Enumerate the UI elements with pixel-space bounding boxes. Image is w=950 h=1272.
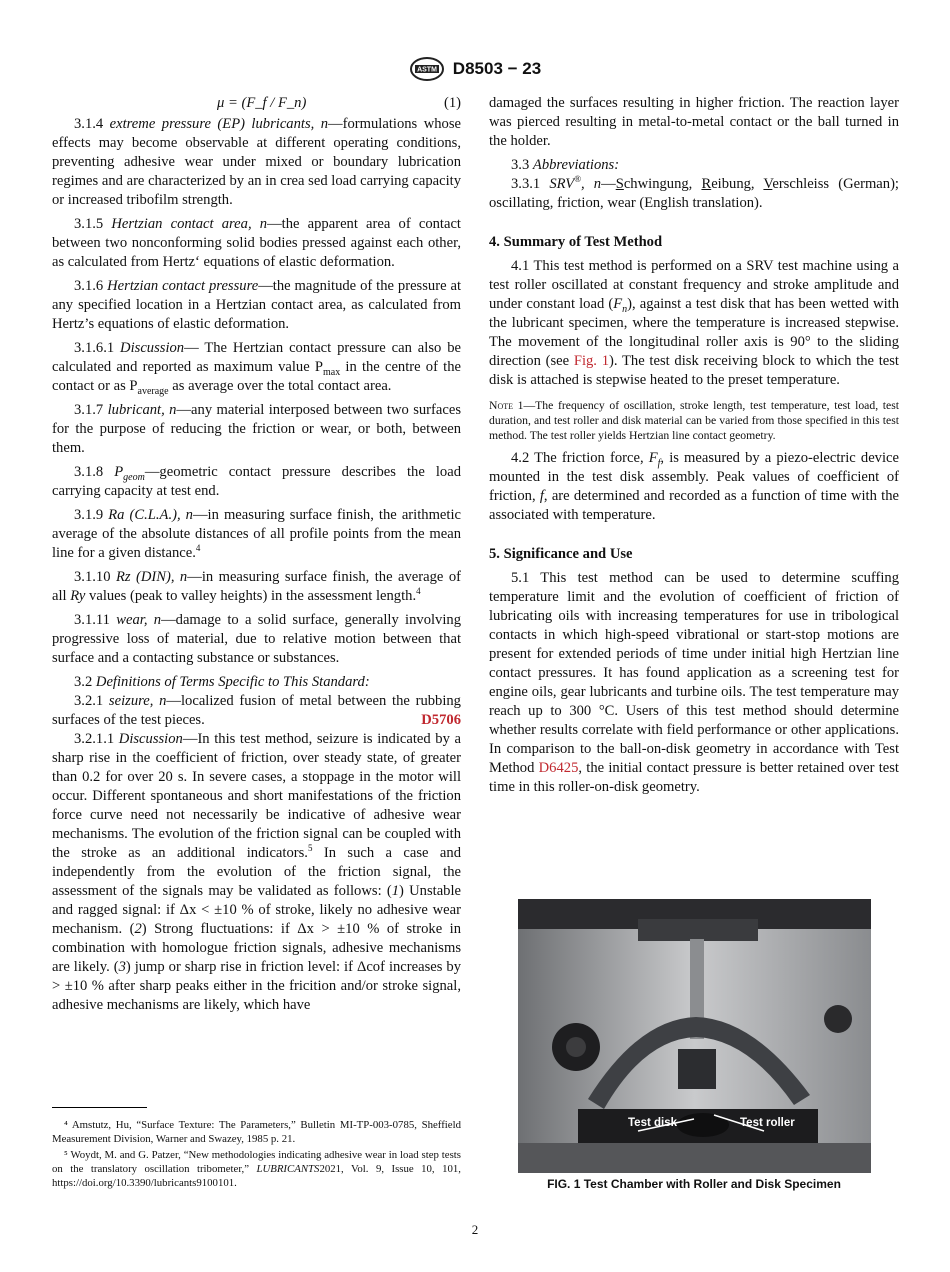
document-id: D8503 − 23 <box>452 59 542 78</box>
astm-logo <box>409 56 445 82</box>
left-column <box>52 94 461 1020</box>
section-3-3: 3.3 Abbreviations: <box>511 157 620 173</box>
def-3-1-6: 3.1.6 Hertzian contact pressure—the magnitude of the pressure at any specified location in a Hertzian contact area, as calculated from Hertz’s equations of elastic deformation. <box>52 278 462 332</box>
footnote-4: ⁴ Amstutz, Hu, “Surface Texture: The Parameters,” Bulletin MI-TP-003-0785, Sheffield Measurement Division, Warner and Swazey, 1985 p. 21. <box>52 1119 461 1145</box>
def-3-1-7: 3.1.7 lubricant, n—any material interposed between two surfaces for the purpose of reducing the friction or wear, or both, between them. <box>52 402 462 456</box>
equation-number: (1) <box>443 95 461 111</box>
label-test-roller: Test roller <box>740 1117 795 1129</box>
def-3-2-1: 3.2.1 seizure, n—localized fusion of metal between the rubbing surfaces of the test pieces. D5706 <box>52 693 461 728</box>
section-5-heading: 5. Significance and Use <box>489 546 633 562</box>
fig-1-link[interactable]: Fig. 1 <box>573 353 609 369</box>
figure-caption: FIG. 1 Test Chamber with Roller and Disk Specimen <box>547 1177 841 1191</box>
def-3-3-1: 3.3.1 SRV®, n—Schwingung, Reibung, Verschleiss (German); oscillating, friction, wear (English translation). <box>489 174 899 211</box>
para-4-2: 4.2 The friction force, $F_f$, is measured by a piezo-electric device mounted in the test disk assembly. Peak values of coefficient of friction, f, are determined and recorded as a function of time with the associated with temperature. <box>489 450 899 523</box>
footnote-rule <box>52 1107 147 1108</box>
def-3-1-6-1: 3.1.6.1 Discussion— The Hertzian contact pressure can also be calculated and reported as maximum value $P_{max}$ in the centre of the contact or as $P_{average}$ as average over the total contact area. <box>52 340 461 397</box>
def-3-1-8: 3.1.8 $P_{geom}—geometric$ contact pressure describes the load carrying capacity at test end. <box>52 464 461 499</box>
footnotes <box>52 1118 461 1192</box>
page-header <box>0 56 950 82</box>
figure-1-photo <box>518 899 871 1173</box>
def-3-1-5: 3.1.5 Hertzian contact area, n—the apparent area of contact between two nonconforming solid bodies pressed against each other, as calculated from Hertz‘ equations of elastic deformation. <box>52 216 461 270</box>
def-3-1-10: 3.1.10 Rz (DIN), n—in measuring surface finish, the average of all Ry values (peak to valley heights) in the assessment length.$^4$ <box>52 569 461 604</box>
test-chamber-illustration <box>518 899 871 1173</box>
note-1: Note 1—The frequency of oscillation, stroke length, test temperature, test load, test duration, and test roller and disk material can be varied from those specified in this test method. The test roller yields Hertzian line contact geometry. <box>489 399 899 442</box>
def-3-1-4: 3.1.4 extreme pressure (EP) lubricants, n—formulations whose effects may become observable at different operating conditions, preventing adhesive wear under mixed or boundary lubrication regimes and are characterized by an in crea sed load carrying capacity or increased tribofilm strength. <box>52 116 461 208</box>
reference-d5706[interactable]: D5706 <box>421 712 461 728</box>
label-test-disk: Test disk <box>628 1117 677 1129</box>
para-4-1: 4.1 This test method is performed on a SRV test machine using a test roller oscillated at constant frequency and stroke amplitude and under constant load $(F_n)$, against a test disk that has been wetted with the lubricant specimen, where the temperature is increased stepwise. The movement of the longitudinal roller axis is 90° to the sliding direction (see Fig. 1). The test disk receiving block to which the test disk is attached is stepwise heated to the preset temperature. <box>489 258 900 388</box>
def-3-1-9: 3.1.9 Ra (C.L.A.), n—in measuring surface finish, the arithmetic average of the absolute distances of all profile points from the mean line for a given distance.$^4$ <box>52 507 461 561</box>
equation-text: μ = (F_f / F_n) <box>217 95 307 111</box>
equation-1 <box>52 94 461 113</box>
para-5-1: 5.1 This test method can be used to determine scuffing temperature limit and the evolution of coefficient of friction of lubricating oils with increasing temperatures for use in tribological contacts in which high-speed vibrational or start-stop motions are present for extended periods of time under initial high Hertzian line contact pressures. It has found application as a screening test for engine oils, gear lubricants and turbine oils. The test temperature may reach up to 300 °C. Users of this test method should determine whether results correlate with field performance or other applications. In comparison to the ball-on-disk geometry in accordance with Test Method D6425, the initial contact pressure is better retained over test time in this roller-on-disk geometry. <box>489 570 899 795</box>
svg-text:ASTM: ASTM <box>416 66 437 74</box>
page-number: 2 <box>471 1222 479 1237</box>
def-3-2-1-1: 3.2.1.1 Discussion—In this test method, seizure is indicated by a sharp rise in the coefficient of friction, over steady state, of greater than 0.2 for over 20 s. In severe cases, a stoppage in the motor will occur. Different spontaneous and short manifestations of the friction force curve need not necessarily be indicative of adhesive wear mechanisms. The evolution of the friction signal can be coupled with the stroke as an additional indicators.$^5$ In such a case and independently from the evolution of the friction signal, the assessment of the signals may be validated as follows: (1) Unstable and ragged signal: if Δx < ±10 % of stroke, likely no adhesive wear mechanism. (2) Strong fluctuations: if Δx > ±10 % of stroke in combination with homologue friction signals, adhesive mechanisms are likely. (3) jump or sharp rise in friction level: if Δcof increases by > ±10 % after sharp peaks either in the fricition and/or stroke signal, adhesive mechanisms are likely, which have <box>52 731 462 1013</box>
footnote-5: ⁵ Woydt, M. and G. Patzer, “New methodologies indicating adhesive wear in load step tests on the translatory oscillation tribometer,” LUBRICANTS2021, Vol. 9, Issue 10, 101, https://doi.org/10.3390/lubricants9100101. <box>52 1149 461 1189</box>
def-3-1-11: 3.1.11 wear, n—damage to a solid surface, generally involving progressive loss of material, due to relative motion between that surface and a contacting substance or substances. <box>52 612 461 666</box>
d6425-link[interactable]: D6425 <box>538 760 579 776</box>
continued-text: damaged the surfaces resulting in higher friction. The reaction layer was pierced resulting in metal-to-metal contact or the ball turned in the holder. <box>489 95 899 149</box>
section-3-2: 3.2 Definitions of Terms Specific to This Standard: <box>74 674 370 690</box>
section-4-heading: 4. Summary of Test Method <box>489 234 663 250</box>
right-column <box>489 94 899 802</box>
